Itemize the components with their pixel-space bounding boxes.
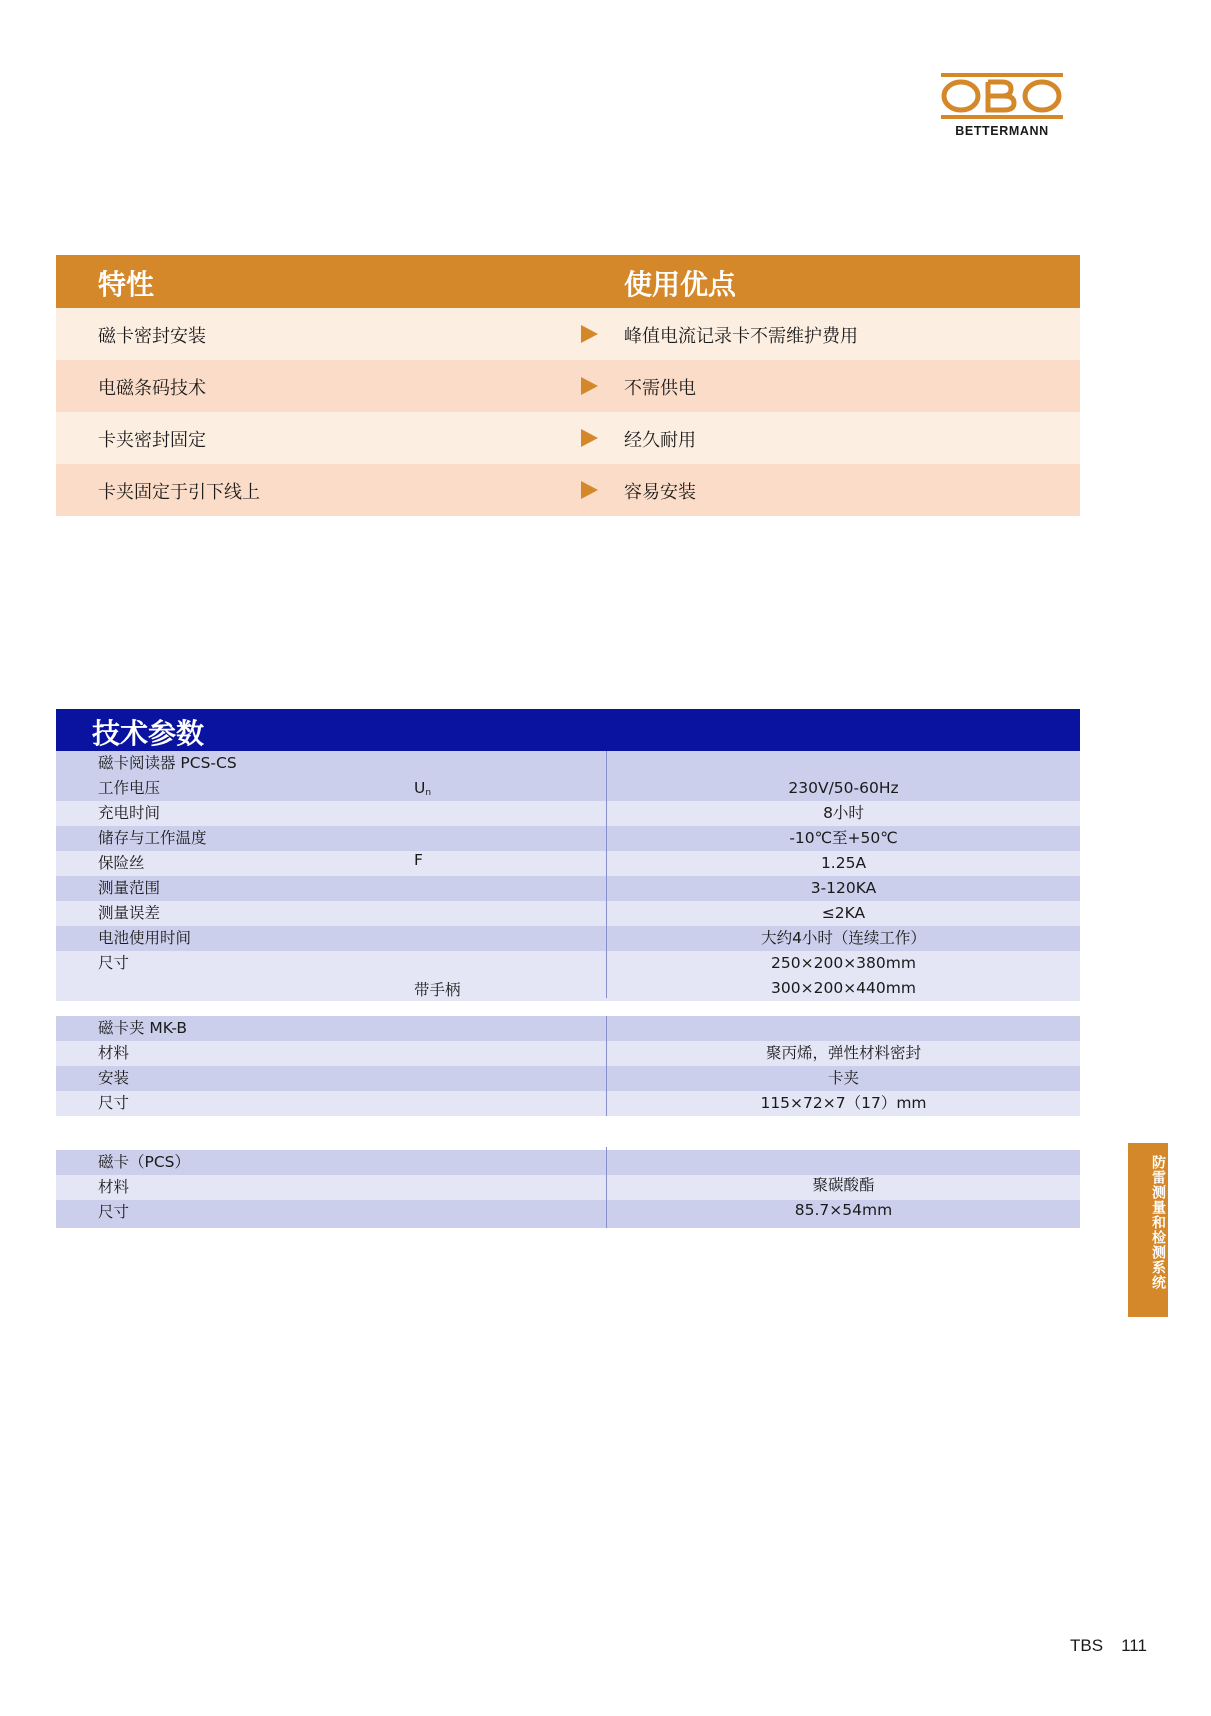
fuse-label: 保险丝: [98, 854, 145, 872]
arrow-right-icon: [581, 325, 598, 343]
feature-text: 卡夹固定于引下线上: [98, 482, 260, 503]
clip-material-label: 材料: [98, 1044, 130, 1062]
feature-text: 磁卡密封安装: [98, 326, 206, 347]
range-value: 3-120KA: [810, 879, 877, 897]
clip-size-label: 尺寸: [98, 1094, 130, 1112]
card-material-value: 聚碳酸酯: [812, 1176, 875, 1194]
card-size-value: 85.7×54mm: [794, 1201, 893, 1219]
arrow-right-icon: [581, 481, 598, 499]
feature-text: 卡夹密封固定: [98, 430, 206, 451]
benefit-text: 峰值电流记录卡不需维护费用: [624, 326, 858, 347]
clip-name: 磁卡夹 MK-B: [98, 1019, 188, 1037]
clip-size-value: 115×72×7（17）mm: [760, 1094, 927, 1112]
benefit-text: 容易安装: [624, 482, 696, 503]
card-material-label: 材料: [98, 1178, 130, 1196]
battery-label: 电池使用时间: [98, 929, 192, 947]
charge-value: 8小时: [823, 804, 864, 822]
page-number: 111: [1121, 1636, 1147, 1655]
benefit-text: 不需供电: [624, 378, 696, 399]
obo-logo: [940, 70, 1064, 140]
features-row: [56, 360, 1080, 412]
logo-subtitle: BETTERMANN: [955, 124, 1049, 138]
features-row: [56, 464, 1080, 516]
benefit-text: 经久耐用: [624, 430, 696, 451]
size-label: 尺寸: [98, 954, 130, 972]
error-value: ≤2KA: [821, 904, 866, 922]
features-row: [56, 412, 1080, 464]
section-side-tab: [1128, 1143, 1168, 1317]
reader-name: 磁卡阅读器 PCS-CS: [98, 754, 237, 772]
tech-params-title: 技术参数: [92, 717, 205, 750]
clip-material-value: 聚丙烯，弹性材料密封: [765, 1044, 921, 1062]
clip-mount-value: 卡夹: [827, 1069, 859, 1087]
card-name: 磁卡（PCS）: [98, 1153, 191, 1171]
features-header-right: 使用优点: [624, 268, 737, 301]
clip-spec-table: [56, 1016, 1080, 1116]
voltage-symbol: $U_n$: [414, 779, 432, 798]
handle-label: 带手柄: [414, 981, 461, 999]
temp-label: 储存与工作温度: [98, 829, 207, 847]
features-header-left: 特性: [98, 268, 155, 301]
feature-text: 电磁条码技术: [98, 378, 206, 399]
voltage-value: 230V/50-60Hz: [788, 779, 899, 797]
features-row: [56, 308, 1080, 360]
clip-mount-label: 安装: [98, 1069, 130, 1087]
card-size-label: 尺寸: [98, 1203, 130, 1221]
row-band: [56, 1150, 1080, 1175]
row-band: [56, 1016, 1080, 1041]
battery-value: 大约4小时（连续工作）: [761, 929, 926, 947]
footer-section: TBS: [1070, 1636, 1104, 1655]
fuse-value: 1.25A: [820, 854, 867, 872]
page-footer: [1070, 1636, 1147, 1656]
card-spec-table: [56, 1150, 1080, 1228]
fuse-symbol: F: [414, 851, 423, 869]
temp-value: -10℃至+50℃: [789, 829, 898, 847]
obo-logo-mark: [940, 70, 1064, 122]
size-value: 250×200×380mm: [771, 954, 916, 972]
reader-spec-table: [56, 751, 1080, 1001]
error-label: 测量误差: [98, 904, 161, 922]
features-header: [56, 255, 1080, 308]
tech-params-header: [56, 709, 1080, 751]
features-table: [56, 255, 1080, 516]
arrow-right-icon: [581, 377, 598, 395]
arrow-right-icon: [581, 429, 598, 447]
voltage-label: 工作电压: [98, 779, 161, 797]
charge-label: 充电时间: [98, 804, 161, 822]
handle-value: 300×200×440mm: [771, 979, 916, 997]
range-label: 测量范围: [98, 879, 161, 897]
side-tab-label: 防雷测量和检测系统: [1150, 1155, 1166, 1290]
